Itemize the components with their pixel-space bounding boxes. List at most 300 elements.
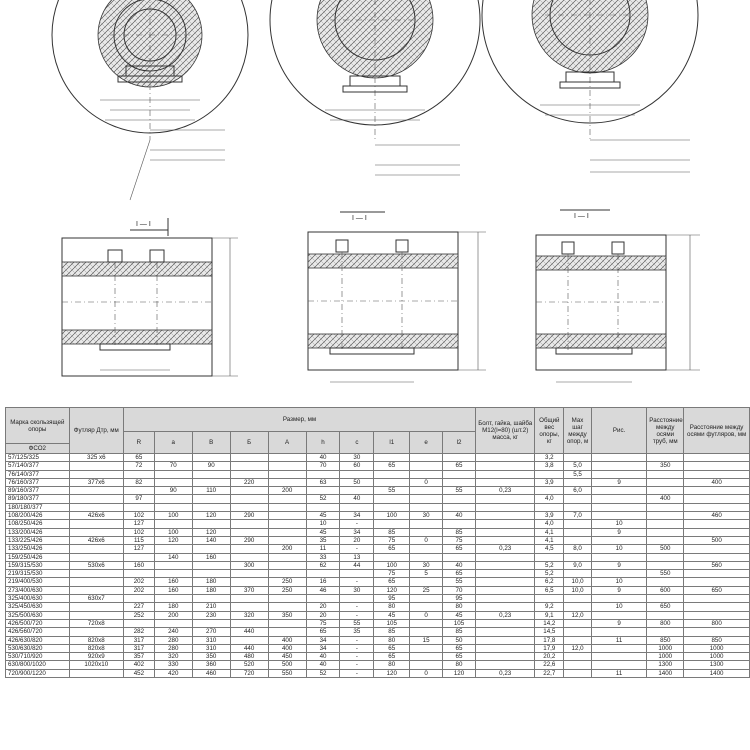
cell-casing: [69, 611, 123, 619]
cell-B: [192, 454, 230, 462]
cell-casing: [69, 628, 123, 636]
cell-weight: [535, 553, 564, 561]
cell-Bb: [230, 495, 268, 503]
cell-Bb: [230, 503, 268, 511]
cell-weight: 22,6: [535, 661, 564, 669]
cell-weight: 4,1: [535, 528, 564, 536]
cell-R: 82: [123, 478, 154, 486]
cell-dc: [684, 454, 750, 462]
cell-c: 20: [340, 536, 374, 544]
cell-B: 180: [192, 586, 230, 594]
table-row: [6, 669, 750, 677]
table-row: [6, 454, 750, 462]
cell-l: 75: [374, 536, 410, 544]
cell-c: 34: [340, 528, 374, 536]
cell-a: [154, 470, 192, 478]
cell-dc: [684, 495, 750, 503]
cell-weight: 5,2: [535, 570, 564, 578]
cell-casing: [69, 462, 123, 470]
cell-e: [410, 653, 443, 661]
cell-e: [410, 644, 443, 652]
table-row: [6, 512, 750, 520]
cell-casing: 630х7: [69, 595, 123, 603]
cell-fig: 9: [591, 619, 646, 627]
cell-h: 46: [306, 586, 340, 594]
cell-l: 65: [374, 545, 410, 553]
cell-e: 5: [410, 570, 443, 578]
cell-dc: [684, 487, 750, 495]
cell-e: [410, 462, 443, 470]
cell-bolt: [475, 653, 535, 661]
cell-step: [564, 454, 592, 462]
cell-fig: [591, 454, 646, 462]
cell-B: [192, 545, 230, 553]
table-row: [6, 636, 750, 644]
cell-B: 120: [192, 528, 230, 536]
cell-mark: 89/160/377: [6, 487, 70, 495]
cell-bolt: [475, 470, 535, 478]
cell-Bb: 220: [230, 478, 268, 486]
cell-fig: [591, 553, 646, 561]
cell-B: [192, 570, 230, 578]
cell-h: 62: [306, 561, 340, 569]
cell-l2: [443, 454, 476, 462]
cell-h: 52: [306, 495, 340, 503]
cell-l2: 40: [443, 561, 476, 569]
cell-mark: 273/400/630: [6, 586, 70, 594]
col-e: e: [410, 432, 443, 454]
cell-h: [306, 487, 340, 495]
cell-B: 270: [192, 628, 230, 636]
cell-B: 310: [192, 636, 230, 644]
col-mark-sub: ФСО2: [6, 444, 70, 454]
table-row: [6, 553, 750, 561]
cell-fig: 9: [591, 561, 646, 569]
cell-A: 250: [268, 578, 306, 586]
cell-B: 230: [192, 611, 230, 619]
cell-mark: 108/200/426: [6, 512, 70, 520]
cell-A: 400: [268, 636, 306, 644]
cell-mark: 89/180/377: [6, 495, 70, 503]
cell-bolt: [475, 503, 535, 511]
cell-casing: [69, 603, 123, 611]
table-row: [6, 586, 750, 594]
cell-h: 65: [306, 628, 340, 636]
cell-Bb: [230, 470, 268, 478]
cell-dp: [647, 578, 684, 586]
cell-dp: 1000: [647, 653, 684, 661]
cell-l: [374, 553, 410, 561]
cell-h: 35: [306, 536, 340, 544]
cell-a: 70: [154, 462, 192, 470]
cell-c: -: [340, 669, 374, 677]
cell-dp: [647, 470, 684, 478]
cell-A: [268, 462, 306, 470]
cell-A: [268, 454, 306, 462]
cell-A: [268, 495, 306, 503]
cell-h: 20: [306, 603, 340, 611]
cell-bolt: [475, 586, 535, 594]
cell-B: 90: [192, 462, 230, 470]
cell-mark: 325/450/630: [6, 603, 70, 611]
cell-R: 72: [123, 462, 154, 470]
cell-c: -: [340, 644, 374, 652]
cell-dc: [684, 528, 750, 536]
cell-dc: 1300: [684, 661, 750, 669]
cell-a: [154, 454, 192, 462]
cell-l2: 105: [443, 619, 476, 627]
cell-c: 50: [340, 478, 374, 486]
cell-step: [564, 503, 592, 511]
cell-a: 180: [154, 603, 192, 611]
cell-step: 10,0: [564, 586, 592, 594]
cell-fig: [591, 653, 646, 661]
cell-a: [154, 520, 192, 528]
cell-casing: [69, 553, 123, 561]
cell-h: [306, 595, 340, 603]
table-row: [6, 495, 750, 503]
cell-Bb: 370: [230, 586, 268, 594]
cell-l2: 50: [443, 636, 476, 644]
cell-fig: 9: [591, 586, 646, 594]
cell-fig: [591, 495, 646, 503]
col-R: R: [123, 432, 154, 454]
cell-bolt: [475, 462, 535, 470]
cell-l2: [443, 503, 476, 511]
cell-mark: 76/140/377: [6, 470, 70, 478]
cell-A: [268, 536, 306, 544]
cell-weight: 14,2: [535, 619, 564, 627]
cell-mark: 426/500/720: [6, 619, 70, 627]
cell-Bb: 480: [230, 653, 268, 661]
table-row: [6, 595, 750, 603]
cell-step: [564, 628, 592, 636]
cell-bolt: [475, 528, 535, 536]
cell-R: [123, 470, 154, 478]
cell-weight: 6,2: [535, 578, 564, 586]
cross-section-1: [52, 0, 248, 236]
cell-l2: 85: [443, 628, 476, 636]
cell-l2: 80: [443, 661, 476, 669]
cell-R: [123, 503, 154, 511]
cell-bolt: [475, 595, 535, 603]
cell-Bb: 290: [230, 536, 268, 544]
cell-bolt: [475, 636, 535, 644]
cell-l: 65: [374, 653, 410, 661]
cell-A: 400: [268, 644, 306, 652]
cell-R: 317: [123, 644, 154, 652]
cell-A: 450: [268, 653, 306, 661]
cell-B: 350: [192, 653, 230, 661]
cell-fig: 10: [591, 578, 646, 586]
cell-casing: [69, 586, 123, 594]
cell-dp: 600: [647, 586, 684, 594]
cell-dc: 1000: [684, 644, 750, 652]
cell-fig: [591, 536, 646, 544]
cell-mark: 325/400/630: [6, 595, 70, 603]
cell-l2: 70: [443, 586, 476, 594]
cell-B: [192, 595, 230, 603]
cell-a: [154, 570, 192, 578]
cell-bolt: [475, 561, 535, 569]
cell-fig: [591, 462, 646, 470]
cell-weight: 22,7: [535, 669, 564, 677]
cell-h: 33: [306, 553, 340, 561]
cell-Bb: [230, 487, 268, 495]
cell-R: 97: [123, 495, 154, 503]
table-row: [6, 661, 750, 669]
table-row: [6, 611, 750, 619]
cell-casing: 325 х6: [69, 454, 123, 462]
cell-step: 7,0: [564, 512, 592, 520]
cell-dc: 500: [684, 536, 750, 544]
cell-l2: 65: [443, 545, 476, 553]
table-row: [6, 644, 750, 652]
cell-bolt: [475, 553, 535, 561]
col-weight: Общий вес опоры, кг: [535, 408, 564, 454]
cell-l: 120: [374, 586, 410, 594]
cell-l2: [443, 478, 476, 486]
cell-l: 85: [374, 628, 410, 636]
cell-step: 12,0: [564, 611, 592, 619]
col-l1: l1: [374, 432, 410, 454]
cell-dp: 850: [647, 636, 684, 644]
cell-casing: [69, 545, 123, 553]
cell-B: [192, 495, 230, 503]
cell-dc: [684, 545, 750, 553]
cell-weight: [535, 503, 564, 511]
cell-h: 45: [306, 512, 340, 520]
cell-dc: 650: [684, 586, 750, 594]
cell-A: [268, 470, 306, 478]
cell-casing: [69, 520, 123, 528]
cell-bolt: [475, 478, 535, 486]
svg-text:I — I: I — I: [136, 221, 151, 228]
cell-R: 127: [123, 545, 154, 553]
col-c: c: [340, 432, 374, 454]
cell-fig: 11: [591, 669, 646, 677]
cell-B: 120: [192, 512, 230, 520]
cell-h: 34: [306, 644, 340, 652]
svg-text:I — I: I — I: [352, 215, 367, 222]
cell-c: [340, 503, 374, 511]
table-row: [6, 603, 750, 611]
cell-A: 200: [268, 545, 306, 553]
cell-l: 105: [374, 619, 410, 627]
table-row: [6, 462, 750, 470]
cell-bolt: [475, 520, 535, 528]
cell-Bb: [230, 578, 268, 586]
cell-Bb: [230, 454, 268, 462]
table-row: [6, 528, 750, 536]
cell-dp: [647, 520, 684, 528]
cell-a: 200: [154, 611, 192, 619]
cell-dc: [684, 603, 750, 611]
cell-dc: [684, 520, 750, 528]
cell-Bb: [230, 462, 268, 470]
cell-Bb: [230, 553, 268, 561]
cell-h: [306, 503, 340, 511]
cell-fig: [591, 611, 646, 619]
cell-fig: 9: [591, 478, 646, 486]
cell-bolt: 0,23: [475, 669, 535, 677]
cell-c: -: [340, 545, 374, 553]
col-l2: l2: [443, 432, 476, 454]
cell-step: [564, 595, 592, 603]
cell-bolt: [475, 454, 535, 462]
cell-c: 40: [340, 495, 374, 503]
cell-e: [410, 520, 443, 528]
cell-casing: 426х6: [69, 512, 123, 520]
cell-casing: 820х8: [69, 636, 123, 644]
cell-R: 160: [123, 561, 154, 569]
cell-dc: [684, 553, 750, 561]
col-dist-casings: Расстояние между осями футляров, мм: [684, 408, 750, 454]
cell-R: 202: [123, 586, 154, 594]
cell-A: [268, 570, 306, 578]
cell-step: [564, 669, 592, 677]
cell-step: 8,0: [564, 545, 592, 553]
cell-l: 80: [374, 661, 410, 669]
cell-l2: 80: [443, 603, 476, 611]
cell-c: -: [340, 653, 374, 661]
cell-R: 127: [123, 520, 154, 528]
cell-mark: 180/180/377: [6, 503, 70, 511]
cell-l2: 95: [443, 595, 476, 603]
cell-A: [268, 503, 306, 511]
cell-B: 140: [192, 536, 230, 544]
cell-B: 180: [192, 578, 230, 586]
cell-e: 25: [410, 586, 443, 594]
cell-R: 282: [123, 628, 154, 636]
cell-Bb: [230, 603, 268, 611]
cell-h: 75: [306, 619, 340, 627]
cell-step: 9,0: [564, 561, 592, 569]
cell-c: -: [340, 661, 374, 669]
cell-A: [268, 553, 306, 561]
cell-weight: 3,8: [535, 462, 564, 470]
cell-R: 202: [123, 578, 154, 586]
cell-e: [410, 553, 443, 561]
cell-B: [192, 478, 230, 486]
cell-e: [410, 503, 443, 511]
cell-e: [410, 454, 443, 462]
cell-step: [564, 570, 592, 578]
cell-dc: [684, 595, 750, 603]
cell-l2: 120: [443, 669, 476, 677]
cell-dp: [647, 454, 684, 462]
cell-l: 120: [374, 669, 410, 677]
table-body: [6, 454, 750, 678]
cell-step: [564, 495, 592, 503]
cell-l2: 85: [443, 528, 476, 536]
cell-fig: [591, 661, 646, 669]
cell-A: [268, 561, 306, 569]
cell-R: 102: [123, 512, 154, 520]
specification-table-wrapper: [5, 407, 750, 678]
cell-fig: [591, 512, 646, 520]
cell-c: [340, 570, 374, 578]
cell-bolt: 0,23: [475, 611, 535, 619]
cell-Bb: 440: [230, 628, 268, 636]
cell-R: 65: [123, 454, 154, 462]
cell-l2: 55: [443, 578, 476, 586]
cell-step: [564, 536, 592, 544]
cell-step: [564, 478, 592, 486]
cell-fig: [591, 644, 646, 652]
col-step: Мах шаг между опор, м: [564, 408, 592, 454]
cell-weight: 3,9: [535, 478, 564, 486]
cell-casing: [69, 528, 123, 536]
cell-a: [154, 545, 192, 553]
specification-table: [5, 407, 750, 678]
cell-step: [564, 661, 592, 669]
cell-weight: 3,9: [535, 512, 564, 520]
cell-c: [340, 595, 374, 603]
cell-a: [154, 478, 192, 486]
cell-mark: 159/315/530: [6, 561, 70, 569]
cell-weight: 3,2: [535, 454, 564, 462]
cell-a: 240: [154, 628, 192, 636]
cell-A: 500: [268, 661, 306, 669]
cell-casing: [69, 503, 123, 511]
cell-a: [154, 495, 192, 503]
cell-fig: 10: [591, 603, 646, 611]
cell-Bb: [230, 528, 268, 536]
cell-e: 30: [410, 512, 443, 520]
cell-fig: [591, 503, 646, 511]
col-Bb: Б: [230, 432, 268, 454]
col-dist-pipes: Расстояние между осями труб, мм: [647, 408, 684, 454]
col-a: a: [154, 432, 192, 454]
cell-e: 0: [410, 669, 443, 677]
cell-casing: 820х8: [69, 644, 123, 652]
cell-c: -: [340, 520, 374, 528]
cell-h: 45: [306, 528, 340, 536]
cell-fig: [591, 570, 646, 578]
cell-l: 80: [374, 636, 410, 644]
cell-c: -: [340, 611, 374, 619]
cell-a: 320: [154, 653, 192, 661]
table-row: [6, 653, 750, 661]
cell-weight: 6,5: [535, 586, 564, 594]
cell-dc: 850: [684, 636, 750, 644]
cell-casing: [69, 495, 123, 503]
cell-e: [410, 470, 443, 478]
cell-Bb: [230, 636, 268, 644]
cell-step: 5,0: [564, 462, 592, 470]
cell-B: [192, 520, 230, 528]
cell-dc: 460: [684, 512, 750, 520]
cell-h: 40: [306, 661, 340, 669]
cell-casing: 920х9: [69, 653, 123, 661]
cell-Bb: [230, 595, 268, 603]
cell-dp: 1000: [647, 644, 684, 652]
col-h: h: [306, 432, 340, 454]
cell-bolt: [475, 619, 535, 627]
cell-a: [154, 619, 192, 627]
cell-weight: 4,0: [535, 495, 564, 503]
cell-R: [123, 553, 154, 561]
cell-mark: 108/250/426: [6, 520, 70, 528]
cell-h: [306, 570, 340, 578]
cell-step: [564, 636, 592, 644]
cell-dp: 1400: [647, 669, 684, 677]
cell-fig: [591, 595, 646, 603]
cell-A: [268, 478, 306, 486]
svg-text:I — I: I — I: [574, 213, 589, 220]
cell-R: 452: [123, 669, 154, 677]
